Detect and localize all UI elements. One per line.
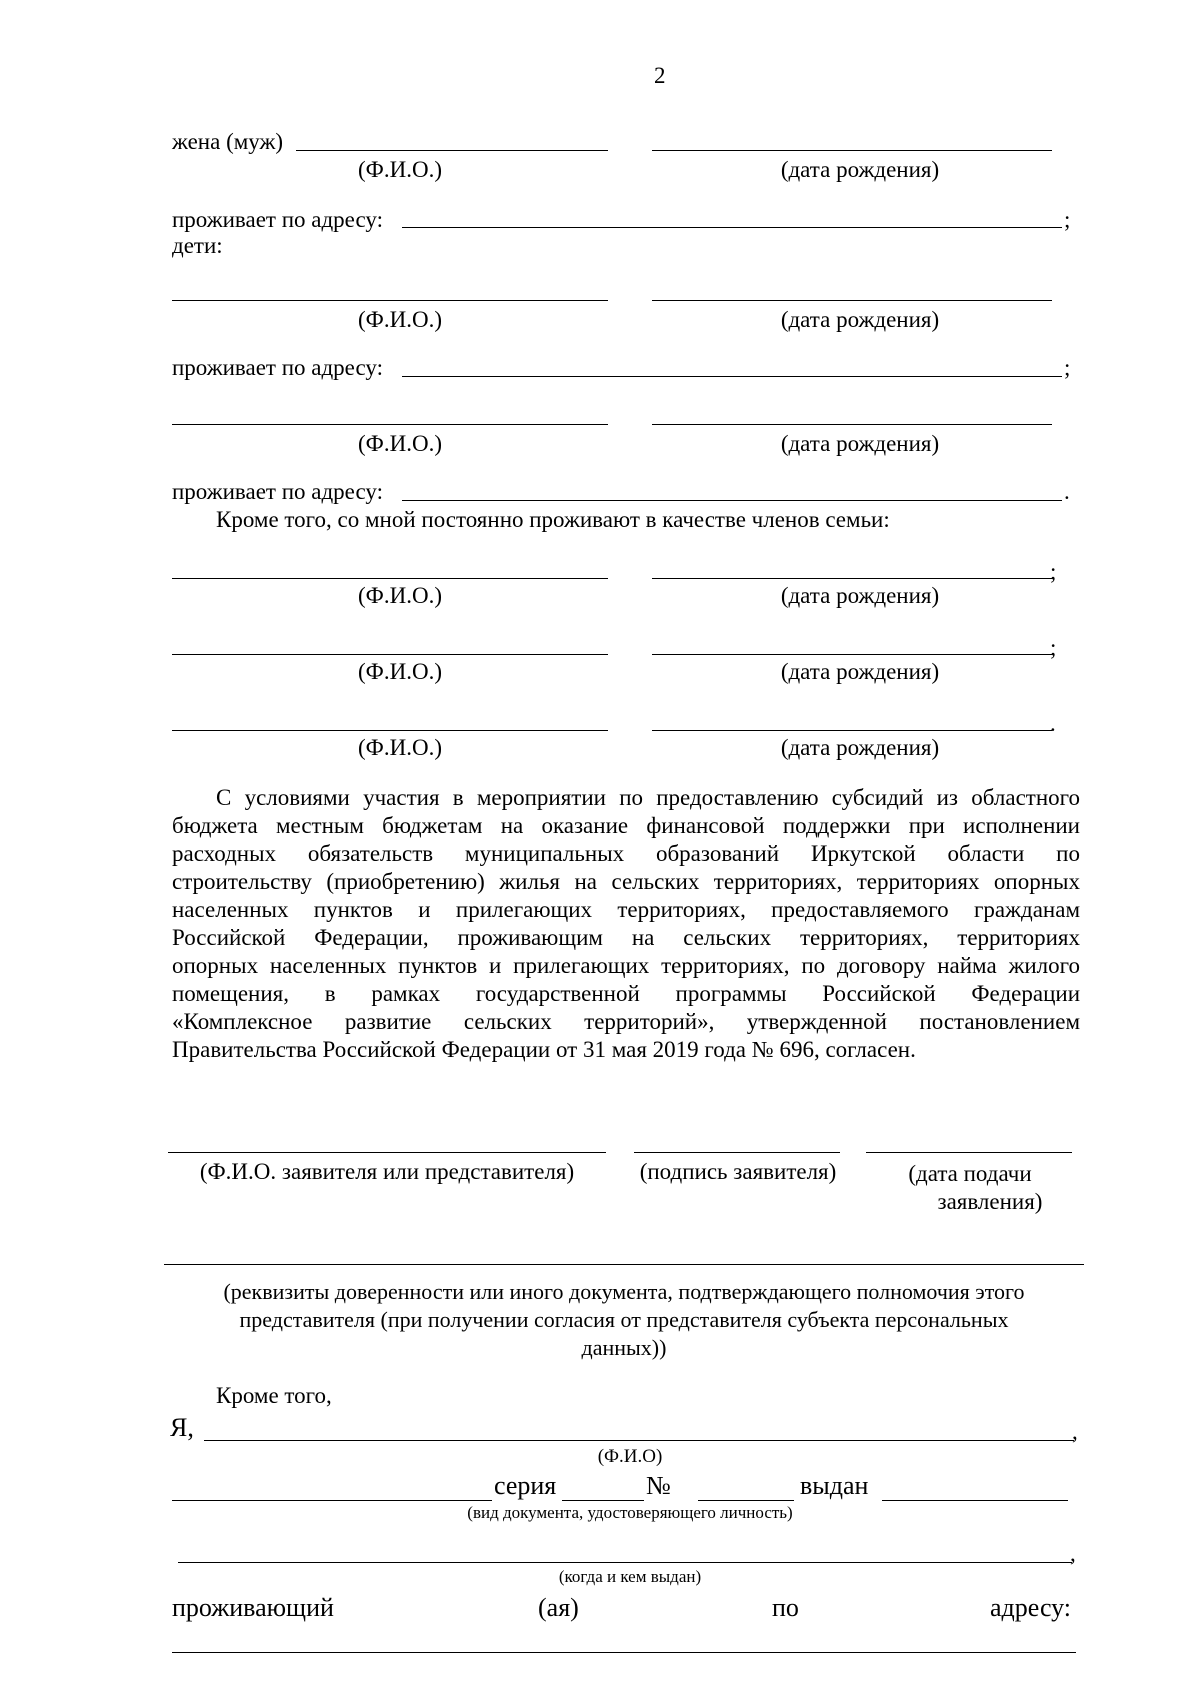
- page-number: 2: [654, 63, 666, 88]
- issued-field[interactable]: [882, 1500, 1068, 1501]
- family-1-fio-caption: (Ф.И.О.): [358, 583, 442, 608]
- family-2-dob-field[interactable]: [652, 654, 1052, 655]
- consent-line: опорных населенных пунктов и прилегающих территориях, по договору найма жилого: [172, 953, 1080, 978]
- series-label: серия: [494, 1471, 557, 1500]
- child-2-address-field[interactable]: [402, 500, 1062, 501]
- i-end: ,: [1072, 1419, 1078, 1444]
- family-3-fio-field[interactable]: [172, 730, 608, 731]
- residing-suffix: (ая): [538, 1593, 579, 1622]
- consent-line: Правительства Российской Федерации от 31 мая 2019 года № 696, согласен.: [172, 1037, 916, 1062]
- spouse-label: жена (муж): [172, 129, 284, 154]
- signature-sign-field[interactable]: [634, 1152, 840, 1153]
- child-1-fio-caption: (Ф.И.О.): [358, 307, 442, 332]
- family-intro: Кроме того, со мной постоянно проживают в качестве членов семьи:: [216, 507, 890, 532]
- family-2-fio-caption: (Ф.И.О.): [358, 659, 442, 684]
- child-1-dob-field[interactable]: [652, 300, 1052, 301]
- spouse-address-end: ;: [1064, 207, 1071, 232]
- family-2-fio-field[interactable]: [172, 654, 608, 655]
- consent-line: Российской Федерации, проживающим на сельских территориях, территориях: [172, 925, 1080, 950]
- family-3-dob-field[interactable]: [652, 730, 1052, 731]
- consent-line: помещения, в рамках государственной программы Российской Федерации: [172, 981, 1080, 1006]
- family-1-dob-caption: (дата рождения): [780, 583, 940, 608]
- child-2-address-label: проживает по адресу:: [172, 479, 383, 504]
- family-3-dob-caption: (дата рождения): [780, 735, 940, 760]
- child-2-address-end: .: [1064, 479, 1070, 504]
- personal-fio-field[interactable]: [204, 1440, 1074, 1441]
- personal-fio-caption: (Ф.И.О): [597, 1446, 663, 1467]
- family-1-fio-field[interactable]: [172, 578, 608, 579]
- family-3-end: .: [1050, 711, 1056, 736]
- child-1-address-field[interactable]: [402, 376, 1062, 377]
- signature-date-caption: (дата подачи: [908, 1161, 1032, 1186]
- consent-paragraph: [172, 784, 1080, 1064]
- child-2-fio-caption: (Ф.И.О.): [358, 431, 442, 456]
- series-field[interactable]: [562, 1500, 644, 1501]
- when-issued-caption: (когда и кем выдан): [558, 1567, 702, 1586]
- signature-date-caption-2: заявления): [937, 1189, 1043, 1214]
- signature-fio-field[interactable]: [168, 1152, 606, 1153]
- residence-address-field[interactable]: [172, 1652, 1076, 1653]
- by-word: по: [772, 1593, 799, 1622]
- family-3-fio-caption: (Ф.И.О.): [358, 735, 442, 760]
- child-2-fio-field[interactable]: [172, 424, 608, 425]
- child-1-address-label: проживает по адресу:: [172, 355, 383, 380]
- consent-line: населенных пунктов и прилегающих территориях, предоставляемого гражданам: [172, 897, 1080, 922]
- family-2-end: ;: [1050, 635, 1057, 660]
- signature-sign-caption: (подпись заявителя): [639, 1159, 837, 1184]
- child-1-address-end: ;: [1064, 355, 1071, 380]
- child-2-dob-field[interactable]: [652, 424, 1052, 425]
- document-type-field[interactable]: [172, 1500, 492, 1501]
- spouse-dob-field[interactable]: [652, 150, 1052, 151]
- child-1-dob-caption: (дата рождения): [780, 307, 940, 332]
- family-1-end: ;: [1050, 559, 1057, 584]
- address-word: адресу:: [990, 1593, 1072, 1622]
- signature-date-field[interactable]: [866, 1152, 1072, 1153]
- consent-line: строительству (приобретению) жилья на сельских территориях, территориях опорных: [172, 869, 1080, 894]
- document-type-caption: (вид документа, удостоверяющего личность): [467, 1503, 793, 1522]
- proxy-note-line: (реквизиты доверенности или иного документа, подтверждающего полномочия этого: [223, 1279, 1025, 1304]
- issued-label: выдан: [800, 1471, 869, 1500]
- residing-word: проживающий: [172, 1593, 334, 1622]
- child-2-dob-caption: (дата рождения): [780, 431, 940, 456]
- consent-line: С условиями участия в мероприятии по предоставлению субсидий из областного: [216, 785, 1080, 810]
- issued-by-field[interactable]: [178, 1562, 1072, 1563]
- consent-line: «Комплексное развитие сельских территорий», утвержденной постановлением: [172, 1009, 1080, 1034]
- proxy-note-line: представителя (при получении согласия от представителя субъекта персональных: [239, 1307, 1009, 1332]
- issued-end: ,: [1070, 1541, 1076, 1566]
- child-1-fio-field[interactable]: [172, 300, 608, 301]
- spouse-fio-caption: (Ф.И.О.): [358, 157, 442, 182]
- proxy-note: [164, 1278, 1084, 1362]
- proxy-note-line: данных)): [581, 1335, 667, 1360]
- spouse-address-field[interactable]: [402, 227, 1062, 228]
- spouse-dob-caption: (дата рождения): [780, 157, 940, 182]
- spouse-fio-field[interactable]: [296, 150, 608, 151]
- also-label: Кроме того,: [216, 1383, 332, 1408]
- signature-fio-caption: (Ф.И.О. заявителя или представителя): [199, 1159, 575, 1184]
- proxy-document-field[interactable]: [164, 1264, 1084, 1265]
- children-label: дети:: [172, 233, 223, 258]
- family-2-dob-caption: (дата рождения): [780, 659, 940, 684]
- i-label: Я,: [170, 1413, 194, 1442]
- spouse-address-label: проживает по адресу:: [172, 207, 383, 232]
- consent-line: бюджета местным бюджетам на оказание финансовой поддержки при исполнении: [172, 813, 1080, 838]
- family-1-dob-field[interactable]: [652, 578, 1052, 579]
- number-label: №: [646, 1471, 671, 1500]
- consent-line: расходных обязательств муниципальных образований Иркутской области по: [172, 841, 1080, 866]
- number-field[interactable]: [698, 1500, 794, 1501]
